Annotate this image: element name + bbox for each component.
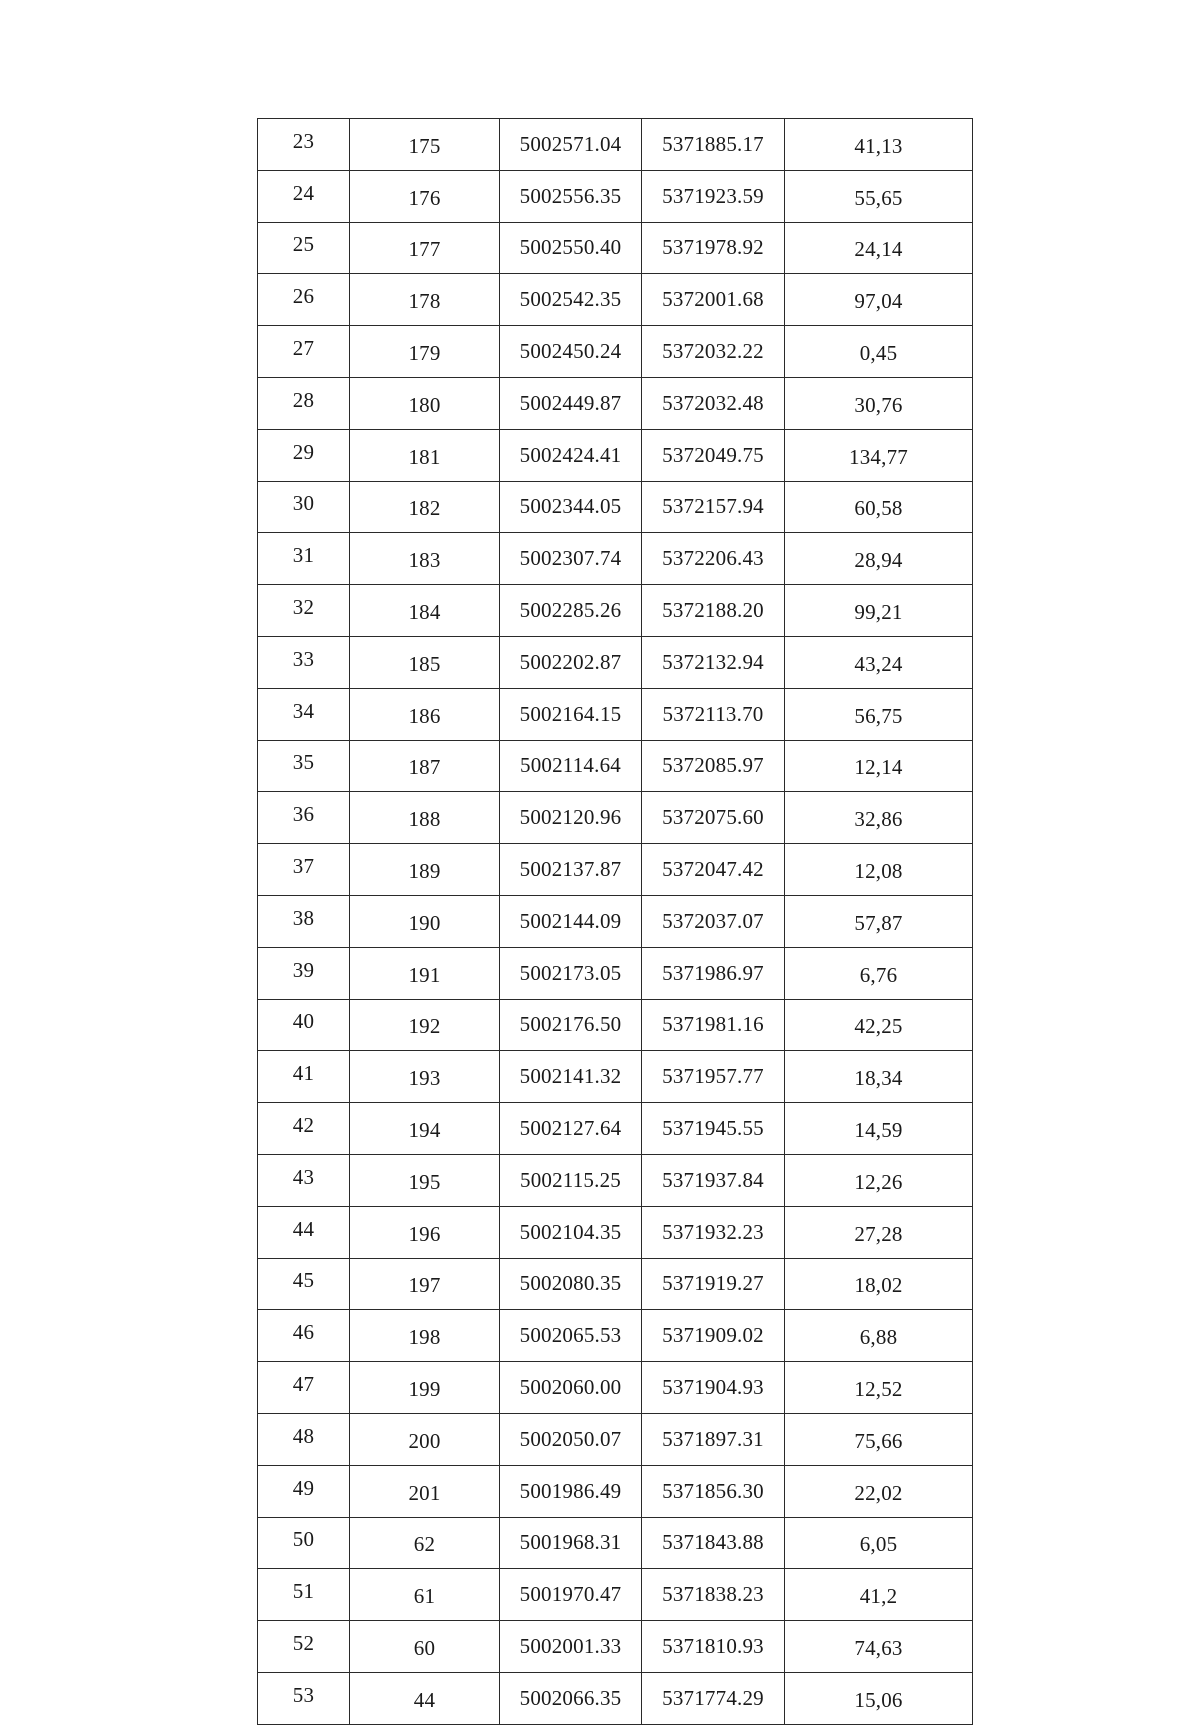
table-row <box>258 119 973 171</box>
row-number-cell: 24 <box>258 170 350 222</box>
y-coordinate-cell: 5372001.68 <box>642 274 785 326</box>
x-coordinate-cell: 5002114.64 <box>500 740 642 792</box>
segment-length-cell: 0,45 <box>785 326 973 378</box>
row-number-cell: 30 <box>258 481 350 533</box>
point-id-cell: 188 <box>350 792 500 844</box>
x-coordinate-cell: 5002424.41 <box>500 429 642 481</box>
y-coordinate-cell: 5371932.23 <box>642 1206 785 1258</box>
table-row <box>258 1206 973 1258</box>
point-id-cell: 60 <box>350 1621 500 1673</box>
point-id-cell: 181 <box>350 429 500 481</box>
table-row <box>258 688 973 740</box>
x-coordinate-cell: 5002307.74 <box>500 533 642 585</box>
x-coordinate-cell: 5002556.35 <box>500 170 642 222</box>
point-id-cell: 191 <box>350 947 500 999</box>
x-coordinate-cell: 5002176.50 <box>500 999 642 1051</box>
point-id-cell: 189 <box>350 844 500 896</box>
y-coordinate-cell: 5371981.16 <box>642 999 785 1051</box>
y-coordinate-cell: 5372032.22 <box>642 326 785 378</box>
y-coordinate-cell: 5371937.84 <box>642 1154 785 1206</box>
point-id-cell: 183 <box>350 533 500 585</box>
row-number-cell: 35 <box>258 740 350 792</box>
segment-length-cell: 55,65 <box>785 170 973 222</box>
segment-length-cell: 22,02 <box>785 1465 973 1517</box>
segment-length-cell: 6,05 <box>785 1517 973 1569</box>
x-coordinate-cell: 5002050.07 <box>500 1413 642 1465</box>
segment-length-cell: 42,25 <box>785 999 973 1051</box>
table-row <box>258 1051 973 1103</box>
x-coordinate-cell: 5002137.87 <box>500 844 642 896</box>
row-number-cell: 28 <box>258 377 350 429</box>
table-row <box>258 274 973 326</box>
point-id-cell: 200 <box>350 1413 500 1465</box>
y-coordinate-cell: 5371945.55 <box>642 1103 785 1155</box>
row-number-cell: 27 <box>258 326 350 378</box>
point-id-cell: 179 <box>350 326 500 378</box>
point-id-cell: 193 <box>350 1051 500 1103</box>
table-row <box>258 740 973 792</box>
y-coordinate-cell: 5372132.94 <box>642 636 785 688</box>
y-coordinate-cell: 5372188.20 <box>642 585 785 637</box>
point-id-cell: 187 <box>350 740 500 792</box>
table-row <box>258 222 973 274</box>
x-coordinate-cell: 5001968.31 <box>500 1517 642 1569</box>
segment-length-cell: 18,02 <box>785 1258 973 1310</box>
point-id-cell: 190 <box>350 895 500 947</box>
row-number-cell: 31 <box>258 533 350 585</box>
row-number-cell: 41 <box>258 1051 350 1103</box>
row-number-cell: 42 <box>258 1103 350 1155</box>
point-id-cell: 180 <box>350 377 500 429</box>
x-coordinate-cell: 5002202.87 <box>500 636 642 688</box>
row-number-cell: 23 <box>258 119 350 171</box>
segment-length-cell: 15,06 <box>785 1672 973 1724</box>
point-id-cell: 197 <box>350 1258 500 1310</box>
table-row <box>258 1310 973 1362</box>
table-row <box>258 1569 973 1621</box>
x-coordinate-cell: 5002450.24 <box>500 326 642 378</box>
segment-length-cell: 18,34 <box>785 1051 973 1103</box>
point-id-cell: 194 <box>350 1103 500 1155</box>
table-row <box>258 1362 973 1414</box>
x-coordinate-cell: 5002104.35 <box>500 1206 642 1258</box>
table-row <box>258 636 973 688</box>
y-coordinate-cell: 5372037.07 <box>642 895 785 947</box>
table-row <box>258 377 973 429</box>
point-id-cell: 178 <box>350 274 500 326</box>
coordinates-table <box>257 118 973 1725</box>
table-row <box>258 999 973 1051</box>
x-coordinate-cell: 5002065.53 <box>500 1310 642 1362</box>
row-number-cell: 36 <box>258 792 350 844</box>
row-number-cell: 47 <box>258 1362 350 1414</box>
y-coordinate-cell: 5372085.97 <box>642 740 785 792</box>
x-coordinate-cell: 5002001.33 <box>500 1621 642 1673</box>
y-coordinate-cell: 5371978.92 <box>642 222 785 274</box>
segment-length-cell: 30,76 <box>785 377 973 429</box>
y-coordinate-cell: 5371986.97 <box>642 947 785 999</box>
point-id-cell: 176 <box>350 170 500 222</box>
point-id-cell: 184 <box>350 585 500 637</box>
segment-length-cell: 28,94 <box>785 533 973 585</box>
table-row <box>258 1517 973 1569</box>
row-number-cell: 40 <box>258 999 350 1051</box>
x-coordinate-cell: 5002066.35 <box>500 1672 642 1724</box>
x-coordinate-cell: 5002173.05 <box>500 947 642 999</box>
x-coordinate-cell: 5002120.96 <box>500 792 642 844</box>
segment-length-cell: 14,59 <box>785 1103 973 1155</box>
y-coordinate-cell: 5371774.29 <box>642 1672 785 1724</box>
x-coordinate-cell: 5002344.05 <box>500 481 642 533</box>
segment-length-cell: 43,24 <box>785 636 973 688</box>
point-id-cell: 192 <box>350 999 500 1051</box>
point-id-cell: 186 <box>350 688 500 740</box>
segment-length-cell: 97,04 <box>785 274 973 326</box>
x-coordinate-cell: 5002285.26 <box>500 585 642 637</box>
x-coordinate-cell: 5002550.40 <box>500 222 642 274</box>
x-coordinate-cell: 5002127.64 <box>500 1103 642 1155</box>
segment-length-cell: 12,52 <box>785 1362 973 1414</box>
segment-length-cell: 75,66 <box>785 1413 973 1465</box>
x-coordinate-cell: 5002449.87 <box>500 377 642 429</box>
table-row <box>258 429 973 481</box>
row-number-cell: 50 <box>258 1517 350 1569</box>
x-coordinate-cell: 5002571.04 <box>500 119 642 171</box>
x-coordinate-cell: 5002115.25 <box>500 1154 642 1206</box>
y-coordinate-cell: 5371957.77 <box>642 1051 785 1103</box>
segment-length-cell: 32,86 <box>785 792 973 844</box>
point-id-cell: 175 <box>350 119 500 171</box>
y-coordinate-cell: 5371810.93 <box>642 1621 785 1673</box>
table-row <box>258 1465 973 1517</box>
row-number-cell: 43 <box>258 1154 350 1206</box>
segment-length-cell: 12,08 <box>785 844 973 896</box>
y-coordinate-cell: 5371856.30 <box>642 1465 785 1517</box>
row-number-cell: 51 <box>258 1569 350 1621</box>
point-id-cell: 182 <box>350 481 500 533</box>
y-coordinate-cell: 5371919.27 <box>642 1258 785 1310</box>
table-row <box>258 1672 973 1724</box>
y-coordinate-cell: 5372206.43 <box>642 533 785 585</box>
row-number-cell: 38 <box>258 895 350 947</box>
table-row <box>258 326 973 378</box>
y-coordinate-cell: 5372032.48 <box>642 377 785 429</box>
row-number-cell: 29 <box>258 429 350 481</box>
row-number-cell: 48 <box>258 1413 350 1465</box>
row-number-cell: 52 <box>258 1621 350 1673</box>
table-row <box>258 481 973 533</box>
segment-length-cell: 24,14 <box>785 222 973 274</box>
row-number-cell: 49 <box>258 1465 350 1517</box>
y-coordinate-cell: 5371838.23 <box>642 1569 785 1621</box>
segment-length-cell: 60,58 <box>785 481 973 533</box>
segment-length-cell: 41,13 <box>785 119 973 171</box>
table-row <box>258 533 973 585</box>
point-id-cell: 61 <box>350 1569 500 1621</box>
y-coordinate-cell: 5371897.31 <box>642 1413 785 1465</box>
point-id-cell: 196 <box>350 1206 500 1258</box>
x-coordinate-cell: 5002080.35 <box>500 1258 642 1310</box>
table-row <box>258 792 973 844</box>
segment-length-cell: 56,75 <box>785 688 973 740</box>
table-row <box>258 895 973 947</box>
segment-length-cell: 74,63 <box>785 1621 973 1673</box>
y-coordinate-cell: 5372075.60 <box>642 792 785 844</box>
point-id-cell: 199 <box>350 1362 500 1414</box>
y-coordinate-cell: 5372157.94 <box>642 481 785 533</box>
row-number-cell: 25 <box>258 222 350 274</box>
y-coordinate-cell: 5371909.02 <box>642 1310 785 1362</box>
row-number-cell: 45 <box>258 1258 350 1310</box>
y-coordinate-cell: 5372113.70 <box>642 688 785 740</box>
table-row <box>258 1258 973 1310</box>
x-coordinate-cell: 5002141.32 <box>500 1051 642 1103</box>
y-coordinate-cell: 5371843.88 <box>642 1517 785 1569</box>
x-coordinate-cell: 5002060.00 <box>500 1362 642 1414</box>
y-coordinate-cell: 5372049.75 <box>642 429 785 481</box>
table-row <box>258 1621 973 1673</box>
row-number-cell: 53 <box>258 1672 350 1724</box>
row-number-cell: 34 <box>258 688 350 740</box>
segment-length-cell: 6,76 <box>785 947 973 999</box>
row-number-cell: 33 <box>258 636 350 688</box>
segment-length-cell: 41,2 <box>785 1569 973 1621</box>
x-coordinate-cell: 5002542.35 <box>500 274 642 326</box>
y-coordinate-cell: 5371885.17 <box>642 119 785 171</box>
table-row <box>258 170 973 222</box>
point-id-cell: 185 <box>350 636 500 688</box>
segment-length-cell: 27,28 <box>785 1206 973 1258</box>
table-row <box>258 947 973 999</box>
row-number-cell: 26 <box>258 274 350 326</box>
segment-length-cell: 6,88 <box>785 1310 973 1362</box>
row-number-cell: 37 <box>258 844 350 896</box>
point-id-cell: 201 <box>350 1465 500 1517</box>
segment-length-cell: 57,87 <box>785 895 973 947</box>
table-row <box>258 1103 973 1155</box>
row-number-cell: 39 <box>258 947 350 999</box>
x-coordinate-cell: 5001970.47 <box>500 1569 642 1621</box>
segment-length-cell: 99,21 <box>785 585 973 637</box>
y-coordinate-cell: 5371923.59 <box>642 170 785 222</box>
y-coordinate-cell: 5372047.42 <box>642 844 785 896</box>
point-id-cell: 198 <box>350 1310 500 1362</box>
row-number-cell: 44 <box>258 1206 350 1258</box>
x-coordinate-cell: 5002164.15 <box>500 688 642 740</box>
row-number-cell: 46 <box>258 1310 350 1362</box>
segment-length-cell: 12,14 <box>785 740 973 792</box>
x-coordinate-cell: 5001986.49 <box>500 1465 642 1517</box>
x-coordinate-cell: 5002144.09 <box>500 895 642 947</box>
table-row <box>258 585 973 637</box>
point-id-cell: 177 <box>350 222 500 274</box>
y-coordinate-cell: 5371904.93 <box>642 1362 785 1414</box>
coordinates-table-body <box>258 119 973 1725</box>
point-id-cell: 195 <box>350 1154 500 1206</box>
table-row <box>258 1154 973 1206</box>
point-id-cell: 62 <box>350 1517 500 1569</box>
row-number-cell: 32 <box>258 585 350 637</box>
point-id-cell: 44 <box>350 1672 500 1724</box>
table-row <box>258 1413 973 1465</box>
segment-length-cell: 134,77 <box>785 429 973 481</box>
segment-length-cell: 12,26 <box>785 1154 973 1206</box>
table-row <box>258 844 973 896</box>
